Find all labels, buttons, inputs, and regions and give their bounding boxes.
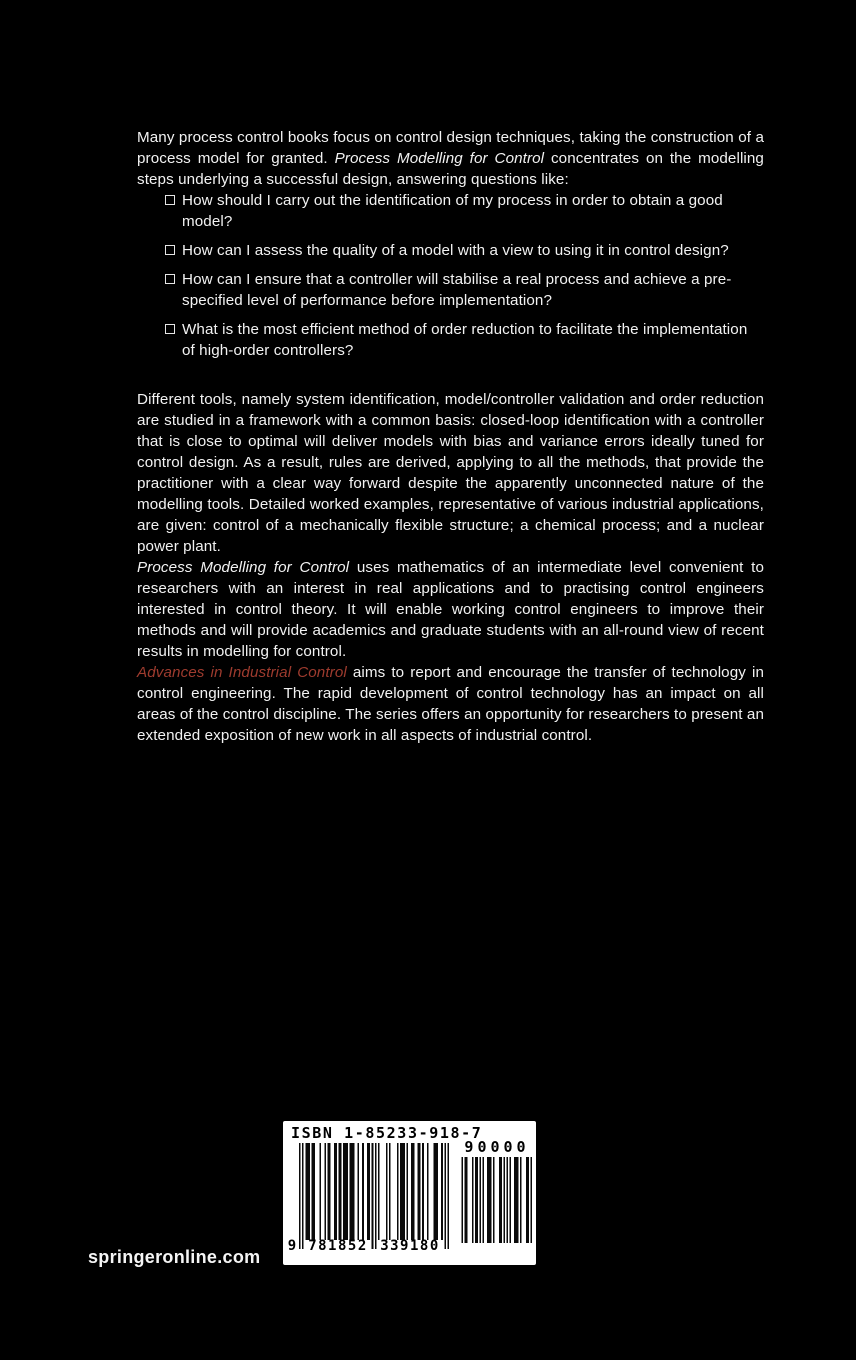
audience-text: uses mathematics of an intermediate level convenient to researchers with an interest in real applications and to practising control engineers interested in control theory. It will enable working control engineers to improve their methods and will provide academics and graduate students with an all-round view of recent results in modelling for control. bbox=[137, 559, 764, 660]
questions-list bbox=[137, 190, 764, 361]
ean-digit-group-2: 339180 bbox=[380, 1238, 440, 1254]
intro-paragraph bbox=[137, 127, 764, 190]
series-text: aims to report and encourage the transfer of technology in control engineering. The rapid development of control technology has an impact on all areas of the control discipline. The series offers an opportunity for researchers to present an extended exposition of new work in all aspects of industrial control. bbox=[137, 664, 764, 744]
book-title-italic: Process Modelling for Control bbox=[137, 559, 350, 576]
question-item bbox=[165, 269, 764, 311]
barcode-addon-code: 90000 bbox=[464, 1138, 530, 1156]
series-title-red-italic: Advances in Industrial Control bbox=[137, 664, 347, 681]
question-text: How can I ensure that a controller will stabilise a real process and achieve a pre-specified level of performance before implementation? bbox=[182, 271, 732, 309]
square-bullet-icon bbox=[165, 195, 175, 205]
audience-paragraph bbox=[137, 557, 764, 662]
isbn-barcode-panel bbox=[283, 1121, 536, 1265]
blurb-column bbox=[137, 127, 764, 746]
question-text: How should I carry out the identification of my process in order to obtain a good model? bbox=[182, 192, 723, 230]
ean-digit-group-1: 781852 bbox=[308, 1238, 368, 1254]
question-item bbox=[165, 190, 764, 232]
question-text: What is the most efficient method of order reduction to facilitate the implementation of high-order controllers? bbox=[182, 321, 748, 359]
question-item bbox=[165, 240, 764, 261]
ean-lead-digit: 9 bbox=[287, 1238, 297, 1254]
intro-text-post: concentrates on the modelling steps underlying a successful design, answering questions like: bbox=[137, 150, 764, 188]
book-title-italic: Process Modelling for Control bbox=[334, 150, 545, 167]
intro-text-pre: Many process control books focus on control design techniques, taking the construction of a process model for granted. bbox=[137, 129, 764, 167]
isbn-number-label: ISBN 1-85233-918-7 bbox=[291, 1124, 483, 1142]
publisher-url: springeronline.com bbox=[88, 1247, 261, 1267]
square-bullet-icon bbox=[165, 274, 175, 284]
question-item bbox=[165, 319, 764, 361]
ean5-addon-barcode bbox=[460, 1157, 533, 1243]
ean13-barcode bbox=[299, 1143, 450, 1249]
square-bullet-icon bbox=[165, 324, 175, 334]
tools-paragraph: Different tools, namely system identification, model/controller validation and order reduction are studied in a framework with a common basis: closed-loop identification with a controller that is close to optimal will deliver models with bias and variance errors ideally tuned for control design. As a result, rules are derived, applying to all the methods, that provide the practitioner with a clear way forward despite the apparently unconnected nature of the modelling tools. Detailed worked examples, representative of various industrial applications, are given: control of a mechanically flexible structure; a chemical process; and a nuclear power plant. bbox=[137, 391, 764, 555]
square-bullet-icon bbox=[165, 245, 175, 255]
question-text: How can I assess the quality of a model with a view to using it in control design? bbox=[182, 242, 729, 259]
series-paragraph bbox=[137, 662, 764, 746]
